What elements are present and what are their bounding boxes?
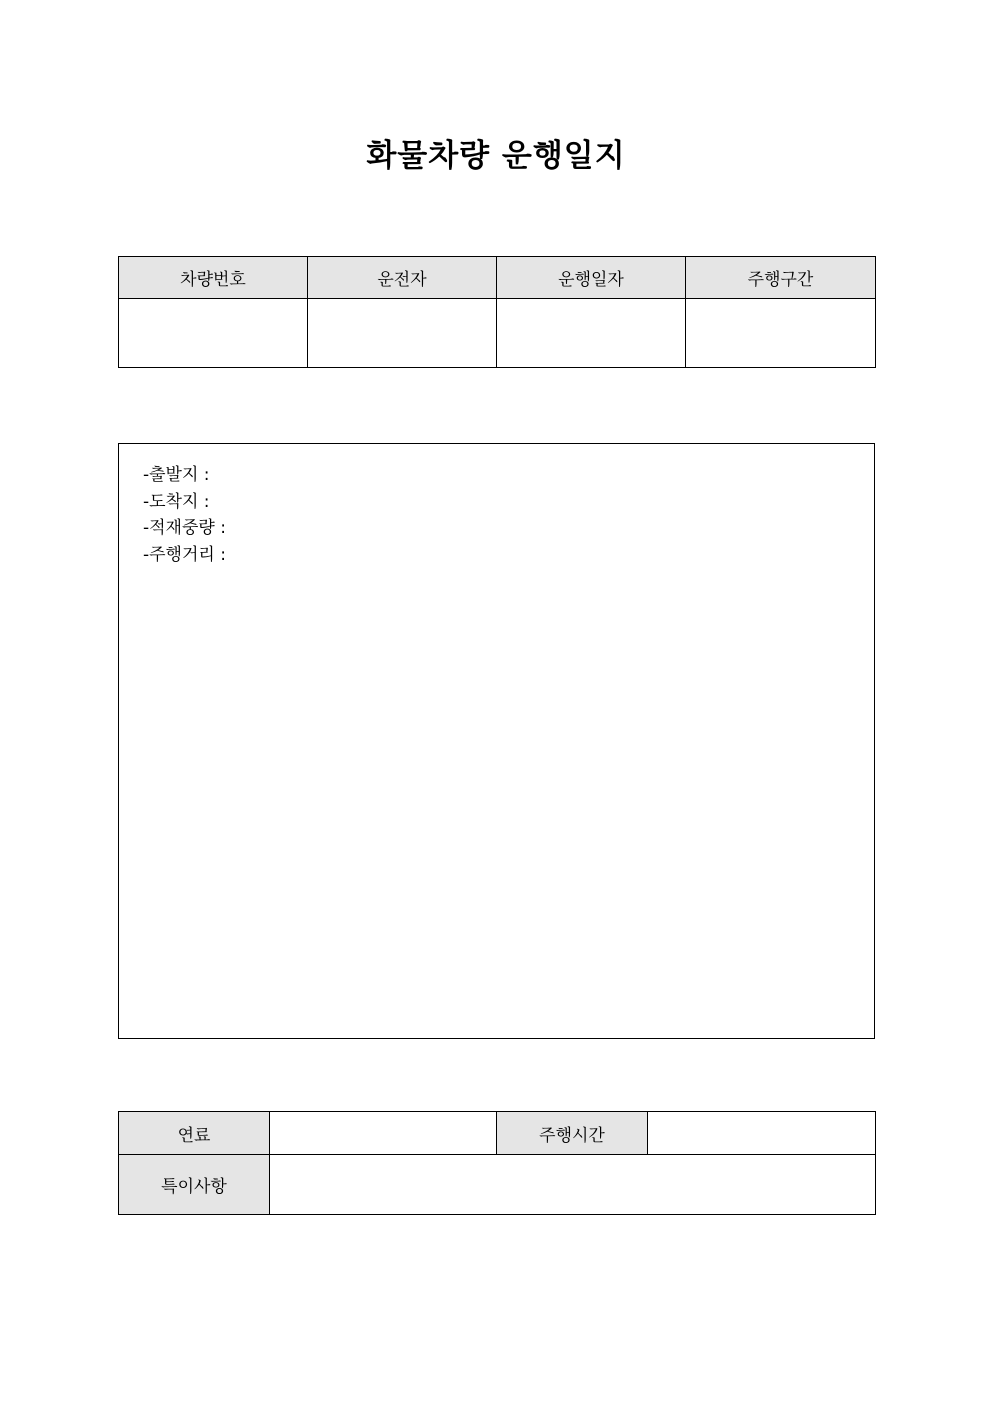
trip-details-list [143, 462, 226, 568]
remarks-label: 특이사항 [119, 1155, 270, 1215]
trip-details-box[interactable] [118, 443, 875, 1039]
operation-date-field[interactable] [497, 299, 686, 368]
fuel-field[interactable] [270, 1112, 497, 1155]
fuel-label: 연료 [119, 1112, 270, 1155]
drive-time-field[interactable] [648, 1112, 876, 1155]
header-vehicle-number: 차량번호 [119, 257, 308, 299]
page-title: 화물차량 운행일지 [366, 138, 626, 174]
drive-time-label: 주행시간 [497, 1112, 648, 1155]
vehicle-number-field[interactable] [119, 299, 308, 368]
driver-field[interactable] [308, 299, 497, 368]
mileage-label: -주행거리 : [143, 544, 226, 565]
vehicle-info-table [118, 256, 876, 368]
fuel-remarks-table [118, 1111, 876, 1215]
header-route: 주행구간 [686, 257, 876, 299]
load-weight-label: -적재중량 : [143, 518, 226, 538]
departure-label: -출발지 : [143, 465, 210, 485]
header-operation-date: 운행일자 [497, 257, 686, 299]
arrival-label: -도착지 : [143, 491, 210, 512]
remarks-field[interactable] [270, 1155, 876, 1215]
route-field[interactable] [686, 299, 876, 368]
header-driver: 운전자 [308, 257, 497, 299]
